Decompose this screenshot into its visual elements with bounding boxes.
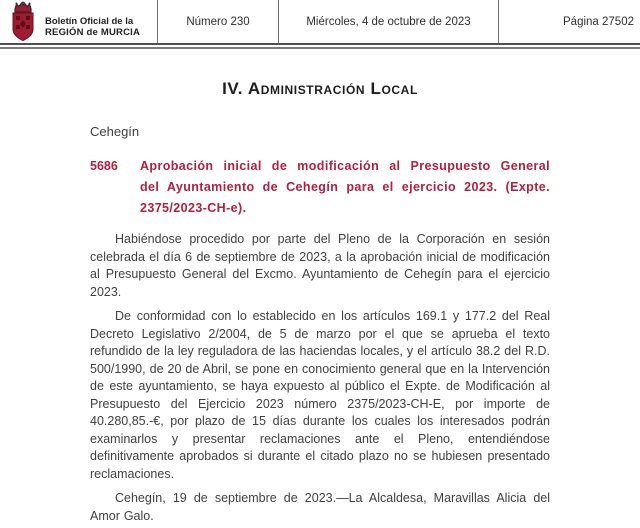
issue-date: Miércoles, 4 de octubre de 2023	[278, 0, 498, 43]
body-paragraph-2: De conformidad con lo establecido en los artículos 169.1 y 177.2 del Real Decreto Legislativo 2/2004, de 5 de marzo por el que se aprueba el texto refundido de la ley reguladora de las haciendas locales, y el artículo 38.2 del R.D. 500/1990, de 20 de Abril, se pone en conocimiento general que en la Intervención de este ayuntamiento, se haya expuesto al público el Expte. de Modificación al Presupuesto del Ejercicio 2023 número 2375/2023-CH-E, por importe de 40.280,85.-€, por plazo de 15 días durante los cuales los interesados podrán examinarlos y presentar reclamaciones ante el Pleno, entendiéndose definitivamente aprobados si durante el citado plazo no se hubiesen presentado reclamaciones.	[90, 309, 550, 481]
announcement-heading	[90, 156, 550, 219]
header	[0, 0, 640, 43]
body-paragraph-1: Habiéndose procedido por parte del Pleno de la Corporación en sesión celebrada el día 6 de septiembre de 2023, a la aprobación inicial de modificación al Presupuesto General del Excmo. Ayuntamiento de Cehegín para el ejercicio 2023.	[90, 232, 550, 299]
issue-number: Número 230	[157, 0, 278, 43]
signature-paragraph: Cehegín, 19 de septiembre de 2023.—La Alcaldesa, Maravillas Alicia del Amor Galo.	[90, 491, 550, 523]
document-body	[0, 79, 640, 525]
municipality-label: Cehegín	[90, 124, 140, 139]
logo-line1: Boletín Oficial de la	[45, 15, 134, 27]
page-number: Página 27502	[498, 0, 640, 43]
logo-text	[45, 16, 140, 38]
logo-line2: REGIÓN de MURCIA	[45, 26, 141, 38]
murcia-coat-of-arms-icon	[8, 1, 38, 43]
section-title: IV. Administración Local	[222, 79, 418, 98]
logo	[0, 0, 157, 43]
announcement-title: Aprobación inicial de modificación al Presupuesto General del Ayuntamiento de Cehegín para el ejercicio 2023. (Expte. 2375/2023-CH-e).	[140, 159, 550, 215]
announcement-number: 5686	[90, 159, 118, 173]
header-divider	[0, 43, 640, 49]
